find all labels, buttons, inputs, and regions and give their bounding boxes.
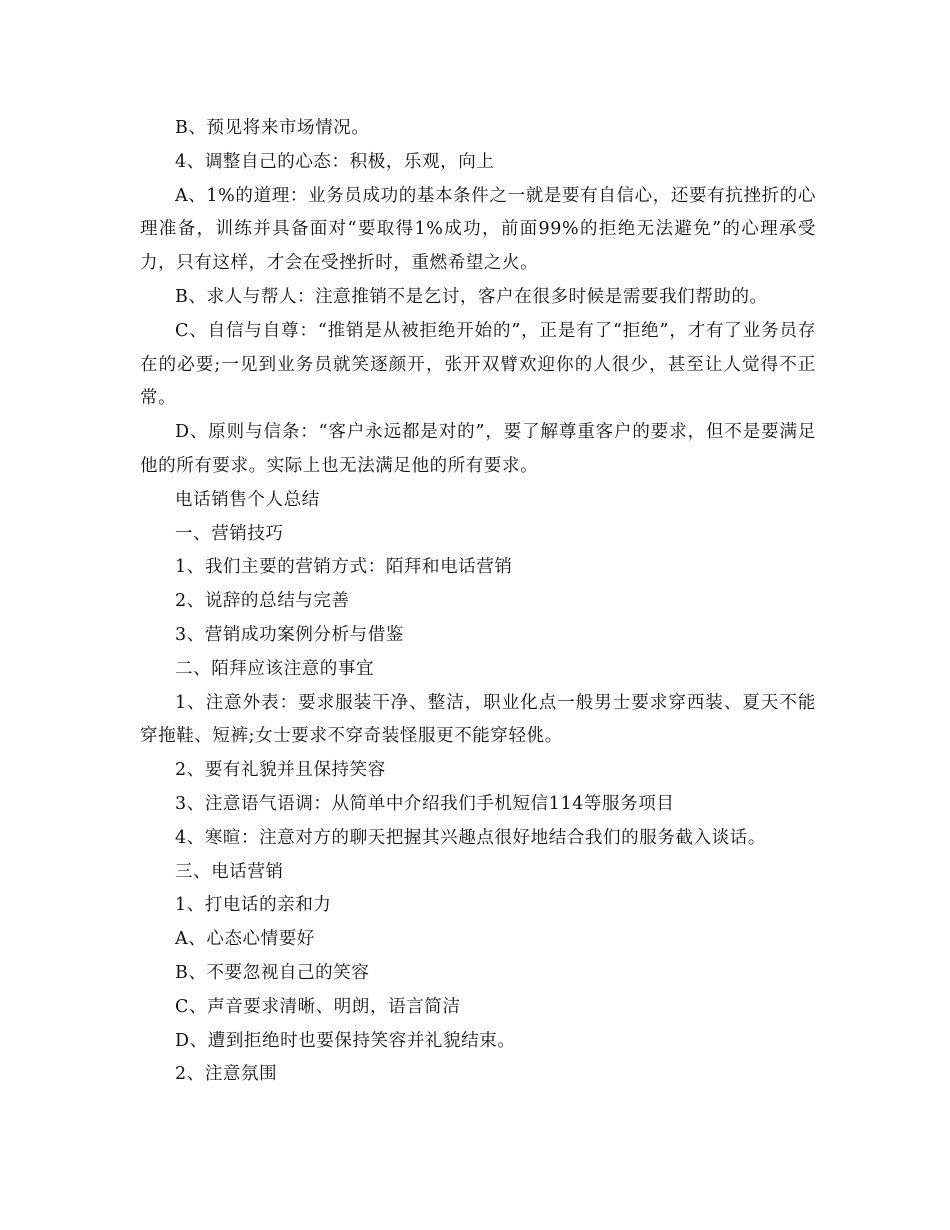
paragraph: A、心态心情要好 <box>175 929 315 950</box>
paragraph: D、原则与信条：“客户永远都是对的”，要了解尊重客户的要求，但不是要满足他的所有要求。实际上也无法满足他的所有要求。 <box>140 422 816 476</box>
paragraph: A、1%的道理：业务员成功的基本条件之一就是要有自信心，还要有抗挫折的心理准备，训练并具备面对“要取得1%成功，前面99%的拒绝无法避免”的心理承受力，只有这样，才会在受挫折时，重燃希望之火。 <box>140 185 816 274</box>
paragraph: C、自信与自尊：“推销是从被拒绝开始的”，正是有了“拒绝”，才有了业务员存在的必要;一见到业务员就笑逐颜开，张开双臂欢迎你的人很少，甚至让人觉得不正常。 <box>140 320 816 409</box>
paragraph: 3、注意语气语调：从简单中介绍我们手机短信114等服务项目 <box>175 793 675 814</box>
paragraph: C、声音要求清晰、明朗，语言简洁 <box>175 996 461 1017</box>
paragraph: B、预见将来市场情况。 <box>175 118 370 138</box>
paragraph: 4、调整自己的心态：积极，乐观，向上 <box>175 151 495 172</box>
paragraph: 1、注意外表：要求服装干净、整洁，职业化点一般男士要求穿西装、夏天不能穿拖鞋、短裤;女士要求不穿奇装怪服更不能穿轻佻。 <box>140 692 816 747</box>
paragraph: 4、寒暄：注意对方的聊天把握其兴趣点很好地结合我们的服务截入谈话。 <box>175 827 766 848</box>
document-page <box>140 112 816 1092</box>
paragraph: D、遭到拒绝时也要保持笑容并礼貌结束。 <box>175 1030 516 1051</box>
paragraph: B、不要忽视自己的笑容 <box>175 962 370 983</box>
paragraph: B、求人与帮人：注意推销不是乞讨，客户在很多时候是需要我们帮助的。 <box>175 286 768 307</box>
paragraph: 1、打电话的亲和力 <box>175 895 332 916</box>
paragraph: 2、注意氛围 <box>175 1064 278 1085</box>
section-heading: 三、电话营销 <box>175 861 284 882</box>
paragraph: 2、说辞的总结与完善 <box>175 591 350 612</box>
section-heading: 一、营销技巧 <box>175 523 284 544</box>
paragraph: 2、要有礼貌并且保持笑容 <box>175 760 386 781</box>
section-title: 电话销售个人总结 <box>175 489 320 510</box>
paragraph: 1、我们主要的营销方式：陌拜和电话营销 <box>175 557 513 578</box>
section-heading: 二、陌拜应该注意的事宜 <box>175 658 375 679</box>
paragraph: 3、营销成功案例分析与借鉴 <box>175 624 404 645</box>
